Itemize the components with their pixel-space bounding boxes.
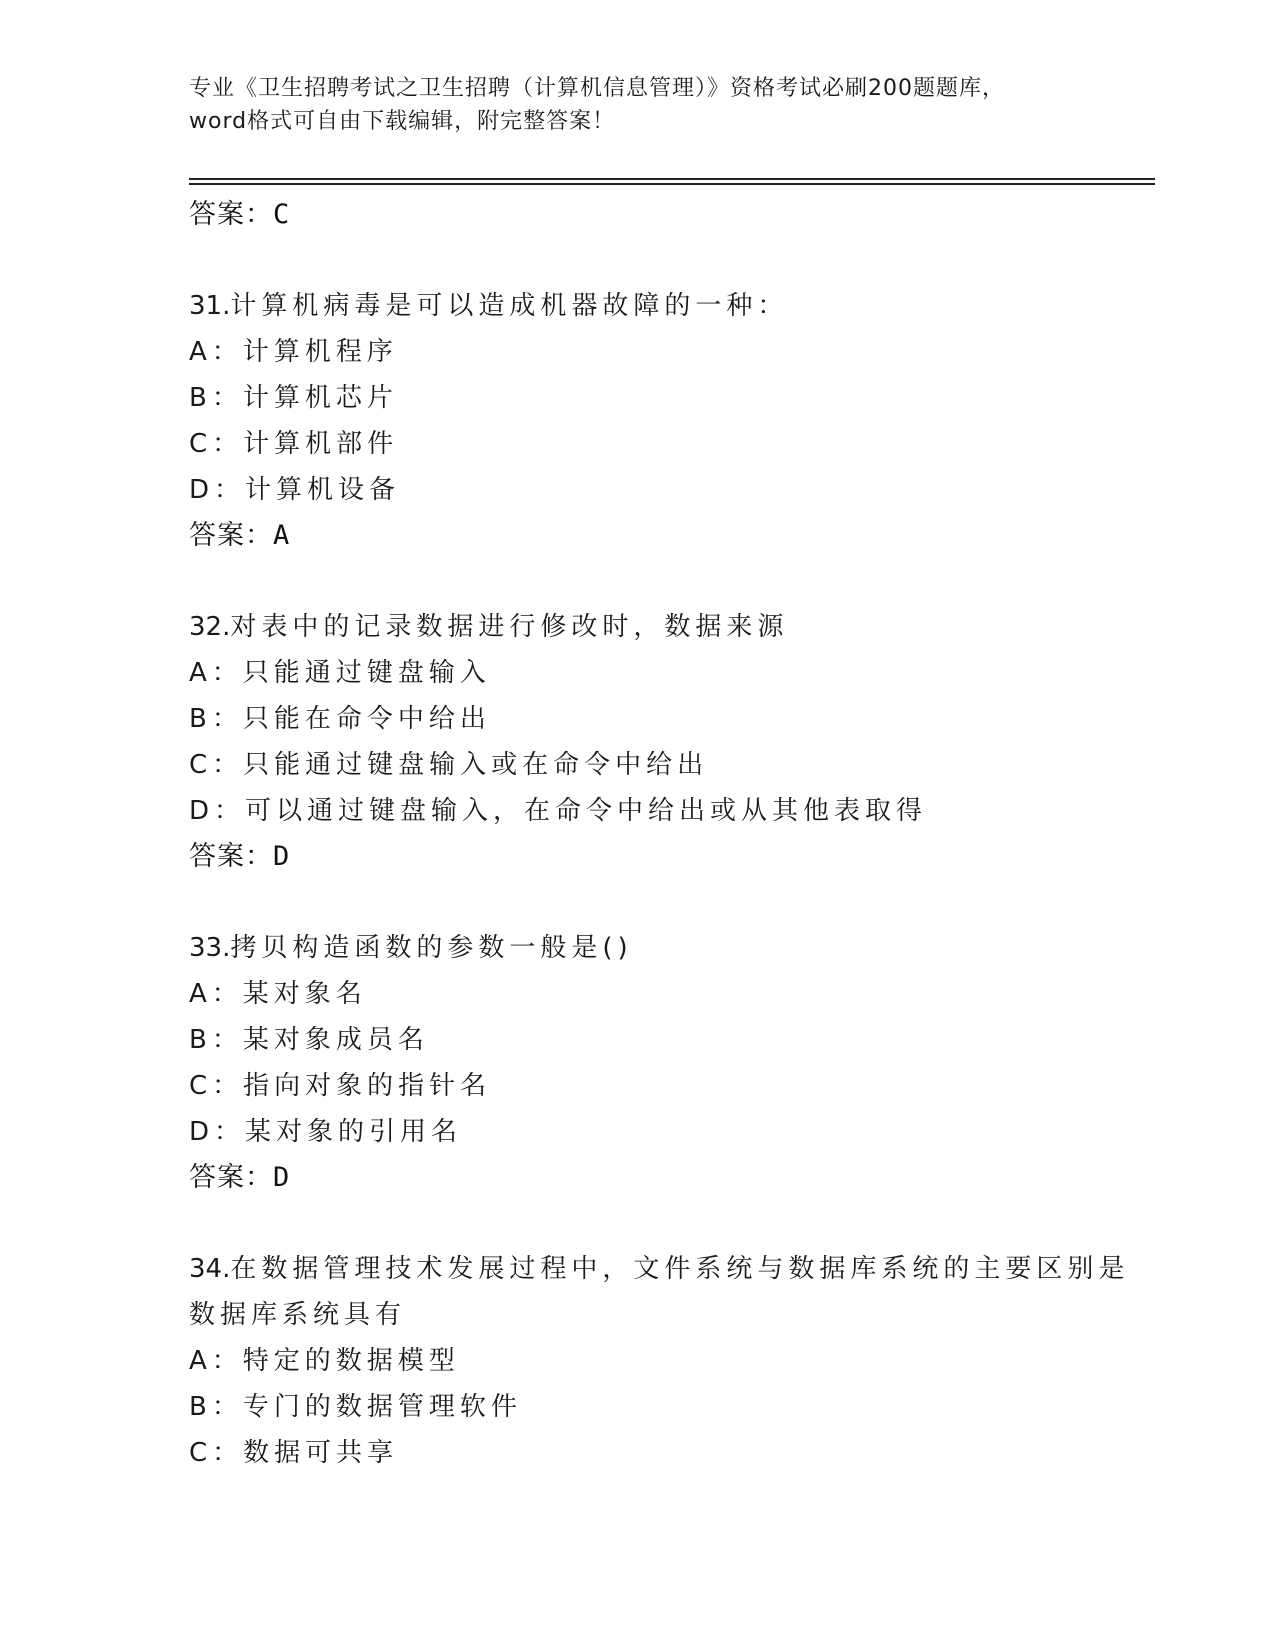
question-number: 32.	[189, 612, 231, 642]
option-d	[189, 788, 1155, 834]
header-title-line-2: word格式可自由下载编辑，附完整答案！	[189, 109, 616, 134]
option-label: D：	[189, 796, 246, 826]
question-text: 数据库系统具有	[189, 1300, 407, 1330]
question-34	[189, 1246, 1155, 1476]
question-stem-continued	[189, 1292, 1155, 1338]
spacer	[189, 1201, 1155, 1246]
option-label: A：	[189, 1346, 243, 1376]
option-b	[189, 1017, 1155, 1063]
option-d	[189, 1109, 1155, 1155]
option-label: D：	[189, 475, 246, 505]
option-text: 只能通过键盘输入	[242, 658, 491, 688]
option-text: 某对象成员名	[242, 1025, 429, 1055]
option-label: C：	[189, 429, 244, 459]
spacer	[189, 238, 1155, 283]
answer-line	[189, 834, 1155, 880]
option-label: C：	[189, 1438, 244, 1468]
question-stem	[189, 283, 1155, 329]
option-a	[189, 329, 1155, 375]
option-label: B：	[189, 704, 243, 734]
question-number: 34.	[189, 1254, 231, 1284]
question-text: 对表中的记录数据进行修改时，数据来源	[230, 612, 789, 642]
option-c	[189, 742, 1155, 788]
option-text: 计算机芯片	[242, 383, 398, 413]
option-c	[189, 1063, 1155, 1109]
question-stem	[189, 925, 1155, 971]
spacer	[189, 880, 1155, 925]
option-b	[189, 375, 1155, 421]
option-label: A：	[189, 979, 243, 1009]
answer-label: 答案：	[189, 841, 273, 872]
option-text: 可以通过键盘输入，在命令中给出或从其他表取得	[245, 796, 928, 826]
option-label: A：	[189, 337, 243, 367]
header-title-line-1: 专业《卫生招聘考试之卫生招聘（计算机信息管理）》资格考试必刷200题题库，	[189, 76, 1005, 101]
option-text: 计算机设备	[245, 475, 401, 505]
option-c	[189, 421, 1155, 467]
option-b	[189, 696, 1155, 742]
option-text: 专门的数据管理软件	[242, 1392, 522, 1422]
answer-label: 答案：	[189, 199, 273, 230]
question-text: 在数据管理技术发展过程中，文件系统与数据库系统的主要区别是	[230, 1254, 1130, 1284]
answer-label: 答案：	[189, 520, 273, 551]
option-label: B：	[189, 1392, 243, 1422]
question-stem	[189, 1246, 1155, 1292]
spacer	[189, 559, 1155, 604]
question-stem	[189, 604, 1155, 650]
option-a	[189, 971, 1155, 1017]
option-text: 只能在命令中给出	[242, 704, 491, 734]
option-text: 某对象的引用名	[245, 1117, 463, 1147]
option-b	[189, 1384, 1155, 1430]
option-a	[189, 650, 1155, 696]
answer-label: 答案：	[189, 1162, 273, 1193]
question-number: 31.	[189, 291, 231, 321]
option-text: 特定的数据模型	[242, 1346, 460, 1376]
document-header	[189, 72, 1089, 138]
option-label: B：	[189, 383, 243, 413]
option-text: 指向对象的指针名	[243, 1071, 492, 1101]
option-text: 只能通过键盘输入或在命令中给出	[243, 750, 709, 780]
option-text: 计算机程序	[242, 337, 398, 367]
option-text: 某对象名	[242, 979, 367, 1009]
answer-value: C	[273, 199, 291, 230]
answer-value: D	[273, 841, 291, 872]
option-label: B：	[189, 1025, 243, 1055]
option-a	[189, 1338, 1155, 1384]
option-label: A：	[189, 658, 243, 688]
option-text: 计算机部件	[243, 429, 399, 459]
option-label: D：	[189, 1117, 246, 1147]
question-list	[189, 192, 1155, 1476]
option-d	[189, 467, 1155, 513]
header-divider-top	[189, 178, 1155, 180]
header-divider-bottom	[189, 183, 1155, 185]
option-c	[189, 1430, 1155, 1476]
question-31	[189, 283, 1155, 559]
answer-line-prev	[189, 192, 1155, 238]
question-33	[189, 925, 1155, 1201]
option-text: 数据可共享	[243, 1438, 399, 1468]
question-number: 33.	[189, 933, 231, 963]
option-label: C：	[189, 750, 244, 780]
answer-line	[189, 1155, 1155, 1201]
question-text: 计算机病毒是可以造成机器故障的一种：	[230, 291, 789, 321]
question-text: 拷贝构造函数的参数一般是()	[230, 933, 633, 963]
answer-line	[189, 513, 1155, 559]
question-32	[189, 604, 1155, 880]
option-label: C：	[189, 1071, 244, 1101]
answer-value: D	[273, 1162, 291, 1193]
answer-value: A	[273, 520, 291, 551]
